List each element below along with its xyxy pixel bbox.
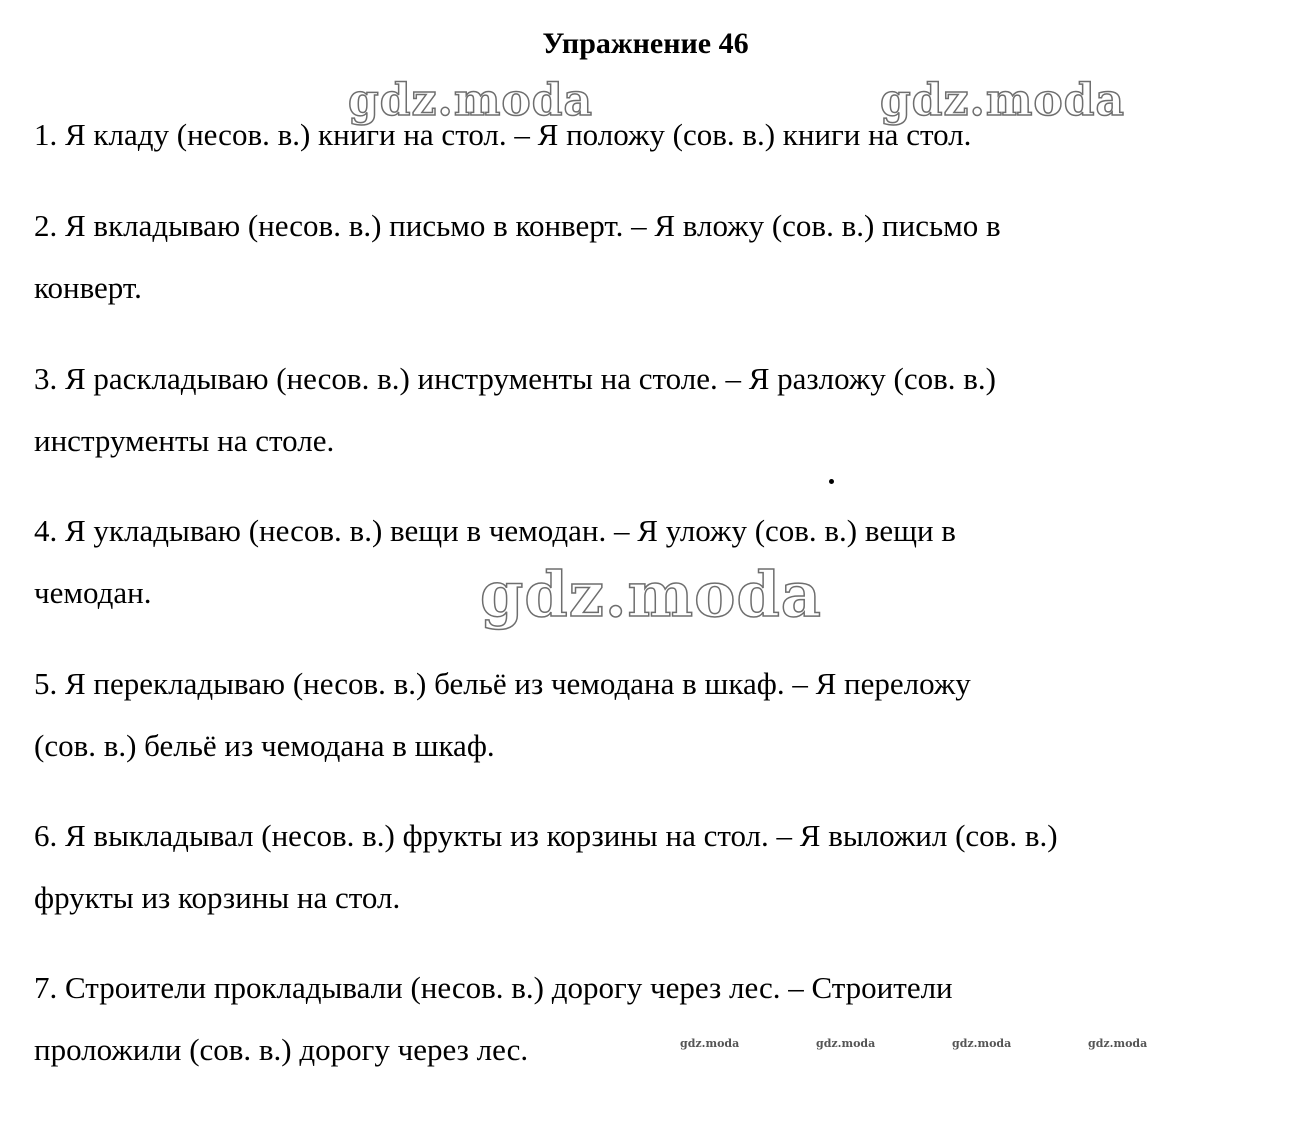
watermark-top-left: gdz.moda [348,75,594,126]
text-line-11: фрукты из корзины на стол. [34,880,401,915]
text-line-2: 2. Я вкладываю (несов. в.) письмо в конверт. – Я вложу (сов. в.) письмо в [34,208,1001,243]
text-line-12: 7. Строители прокладывали (несов. в.) дорогу через лес. – Строители [34,970,953,1005]
watermark-small-4: gdz.moda [1088,1037,1148,1050]
text-line-8: 5. Я перекладываю (несов. в.) бельё из чемодана в шкаф. – Я переложу [34,666,971,701]
text-line-5: инструменты на столе. [34,423,335,458]
watermark-small-1: gdz.moda [680,1037,740,1050]
stray-dot [829,479,834,484]
text-line-10: 6. Я выкладывал (несов. в.) фрукты из корзины на стол. – Я выложил (сов. в.) [34,818,1058,853]
watermark-small-2: gdz.moda [816,1037,876,1050]
text-line-4: 3. Я раскладываю (несов. в.) инструменты на столе. – Я разложу (сов. в.) [34,361,996,396]
text-line-7: чемодан. [34,575,152,610]
watermark-small-3: gdz.moda [952,1037,1012,1050]
text-line-6: 4. Я укладываю (несов. в.) вещи в чемодан. – Я уложу (сов. в.) вещи в [34,513,956,548]
text-line-1: 1. Я кладу (несов. в.) книги на стол. – Я положу (сов. в.) книги на стол. [34,117,972,152]
text-line-3: конверт. [34,270,142,305]
exercise-title: Упражнение 46 [542,27,749,60]
watermark-top-right: gdz.moda [880,75,1126,126]
watermark-center: gdz.moda [480,558,822,631]
text-line-13: проложили (сов. в.) дорогу через лес. [34,1032,529,1067]
text-line-9: (сов. в.) бельё из чемодана в шкаф. [34,728,495,763]
